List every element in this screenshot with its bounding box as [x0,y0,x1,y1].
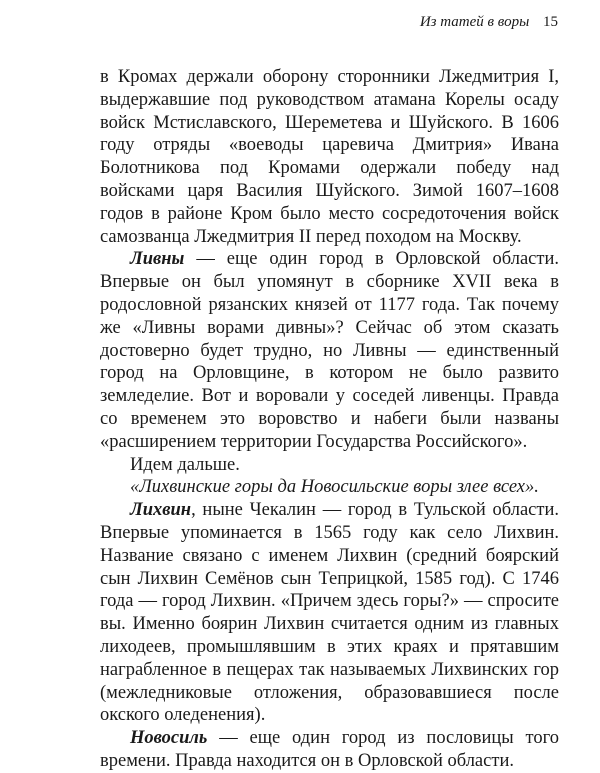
paragraph-text: Идем дальше. [130,454,240,475]
paragraph-lead-term: Ливны [130,249,185,270]
paragraph-text: — еще один город из пословицы того времени. Правда находится он в Орловской области. [100,728,559,771]
paragraph-text: «Лихвинские горы да Новосильские воры злее всех». [130,477,539,498]
paragraph-livny [100,248,559,453]
page-number: 15 [543,14,558,30]
paragraph-text: , ныне Чекалин — город в Тульской области. Впервые упоминается в 1565 году как село Лихвин. Название связано с именем Лихвин (средний боярский сын Лихвин Семёнов сын Теприцкой, 1585 год). С 1746 года — город Лихвин. «Причем здесь горы?» — спросите вы. Именно боярин Лихвин считается одним из главных лиходеев, промышлявшим в этих краях и прятавшим награбленное в пещерах так называемых Лихвинских гор (межледниковые отложения, образовавшиеся после окского оледенения). [100,500,559,726]
paragraph-lead-term: Новосиль [130,728,208,749]
running-head-title: Из татей в воры [419,14,530,30]
paragraph-lead-term: Лихвин [130,500,192,521]
paragraph-text: — еще один город в Орловской области. Впервые он был упомянут в сборнике XVII века в родословной рязанских князей от 1177 года. Так почему же «Ливны ворами дивны»? Сейчас об этом сказать достоверно будет трудно, но Ливны — единственный город на Орловщине, в котором не было развито земледелие. Вот и воровали у соседей ливенцы. Правда со временем это воровство и набеги были названы «расширением территории Государства Российского». [100,249,559,452]
proverb-quote [100,476,559,499]
running-head [420,13,558,31]
paragraph-likhvin [100,499,559,727]
paragraph-text: в Кромах держали оборону сторонники Лжедмитрия I, выдержавшие под руководством атамана Корелы осаду войск Мстиславского, Шереметева и Шуйского. В 1606 году отряды «воеводы царевича Дмитрия» Ивана Болотникова под Кромами одержали победу над войсками царя Василия Шуйского. Зимой 1607–1608 годов в районе Кром было место сосредоточения войск самозванца Лжедмитрия II перед походом на Москву. [100,67,559,247]
body-text [100,66,559,773]
paragraph-transition [100,454,559,477]
paragraph-kromy-continued [100,66,559,248]
